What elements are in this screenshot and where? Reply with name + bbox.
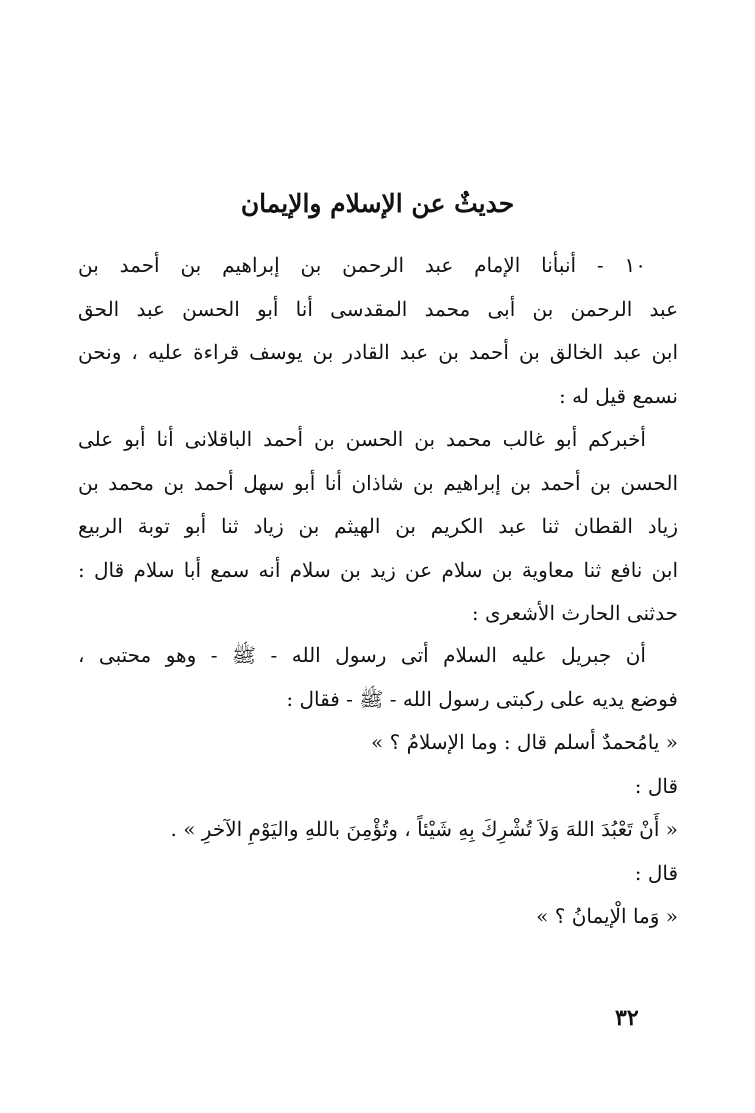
text-line: زياد القطان ثنا عبد الكريم بن الهيثم بن زياد ثنا أبو توبة الربيع bbox=[78, 514, 678, 538]
text-line: عبد الرحمن بن أبى محمد المقدسى أنا أبو الحسن عبد الحق bbox=[78, 296, 678, 321]
text-line: أن جبريل عليه السلام أتى رسول الله - ﷺ - وهو محتبى ، bbox=[78, 643, 646, 667]
text-line: « وَما الْإيمانُ ؟ » bbox=[536, 904, 678, 928]
paragraph-hadith-text bbox=[78, 634, 678, 939]
text-line: قال : bbox=[634, 773, 678, 798]
text-line: ابن نافع ثنا معاوية بن سلام عن زيد بن سلام أنه سمع أبا سلام قال : bbox=[78, 557, 678, 582]
text-line: ١٠ - أنبأنا الإمام عبد الرحمن بن إبراهيم بن أحمد بن bbox=[78, 253, 646, 277]
page-title: حديثٌ عن الإسلام والإيمان bbox=[240, 189, 515, 218]
text-line: « أَنْ تَعْبُدَ اللهَ وَلاَ تُشْرِكَ بِهِ شَيْئاً ، وتُؤْمِنَ باللهِ واليَوْمِ الآخرِ » . bbox=[170, 817, 678, 841]
text-line: حدثنى الحارث الأشعرى : bbox=[471, 601, 678, 625]
paragraph-isnad-1 bbox=[78, 244, 678, 418]
text-line: الحسن بن أحمد بن إبراهيم بن شاذان أنا أبو سهل أحمد بن محمد بن bbox=[78, 470, 678, 495]
text-line: « يامُحمدٌ أسلم قال : وما الإسلامُ ؟ » bbox=[371, 730, 678, 754]
paragraph-isnad-2 bbox=[78, 418, 678, 636]
text-line: ابن عبد الخالق بن أحمد بن عبد القادر بن يوسف قراءة عليه ، ونحن bbox=[78, 340, 678, 364]
text-line: نسمع قيل له : bbox=[559, 383, 678, 408]
text-line: فوضع يديه على ركبتى رسول الله - ﷺ - فقال : bbox=[286, 686, 678, 711]
page-number: ٣٢ bbox=[615, 1005, 639, 1031]
text-line: قال : bbox=[634, 860, 678, 885]
text-line: أخبركم أبو غالب محمد بن الحسن بن أحمد الباقلانى أنا أبو على bbox=[78, 427, 646, 451]
